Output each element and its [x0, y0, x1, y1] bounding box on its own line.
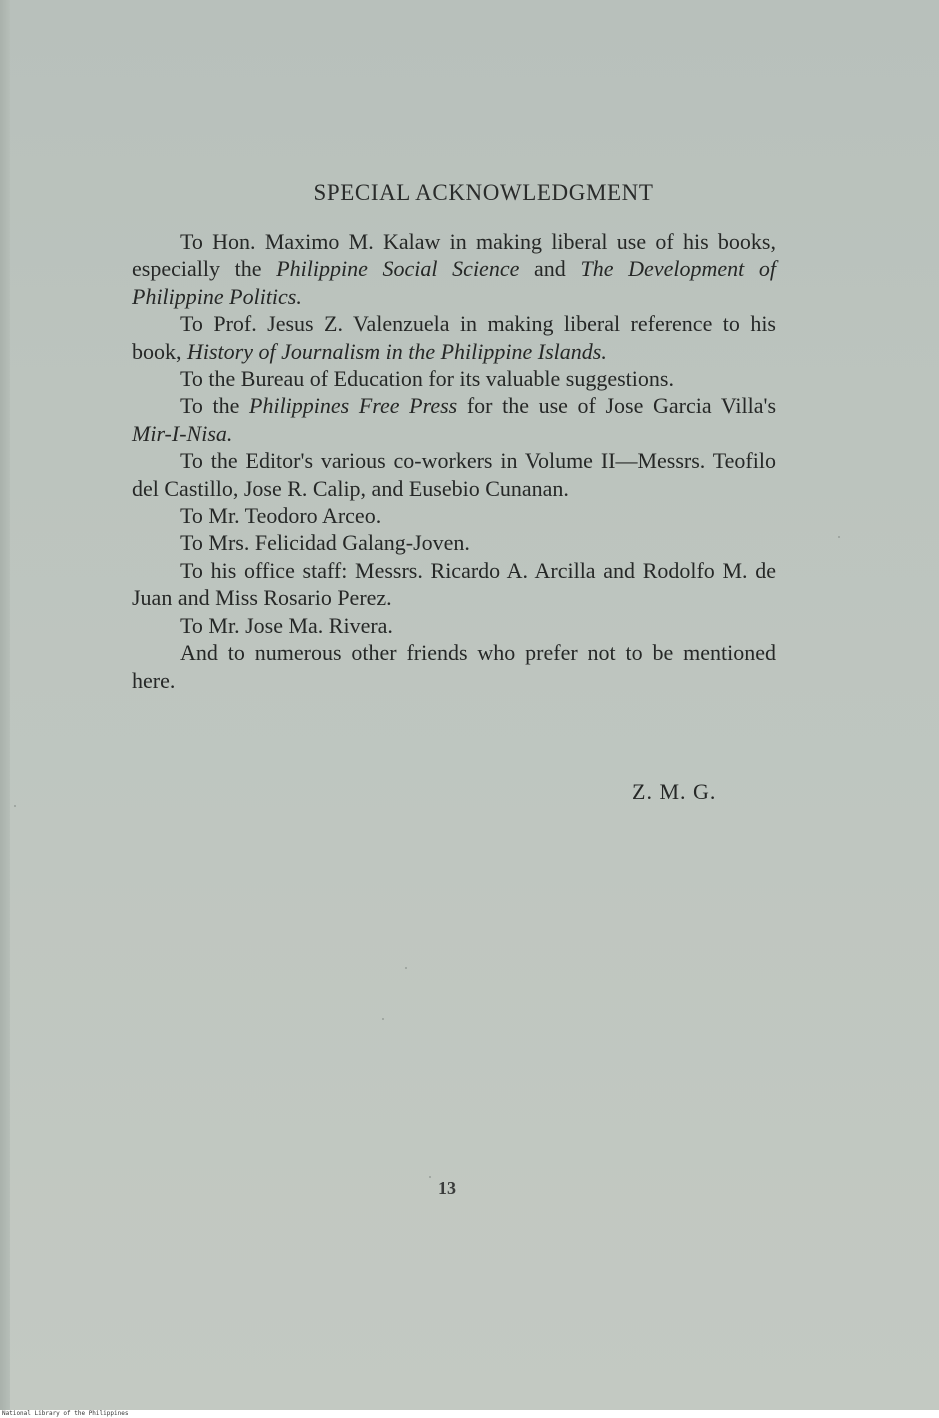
- paragraph-text: To the Bureau of Education for its valuable suggestions.: [180, 366, 674, 392]
- page-heading: SPECIAL ACKNOWLEDGMENT: [313, 180, 654, 205]
- italic-title: Philippine Social Science: [276, 256, 520, 282]
- acknowledgment-paragraph: [132, 365, 776, 392]
- acknowledgment-paragraph: [132, 447, 776, 502]
- paragraph-text: And to numerous other friends who prefer not to be mentioned here.: [132, 640, 776, 693]
- italic-title: Mir-I-Nisa.: [132, 420, 233, 446]
- acknowledgment-paragraph: [132, 529, 776, 556]
- paper-speck: [429, 1176, 431, 1178]
- paragraph-text: To Hon. Maximo M. Kalaw in making liberal use of his books, especially the: [132, 229, 776, 282]
- acknowledgment-paragraph: [132, 228, 776, 310]
- page-number: 13: [438, 1178, 456, 1198]
- paper-speck: [382, 1018, 384, 1020]
- acknowledgment-paragraph: [132, 502, 776, 529]
- paper-speck: [14, 805, 16, 807]
- italic-title: Philippines Free Press: [249, 393, 458, 419]
- italic-title: The Development of Philippine Politics.: [132, 256, 777, 309]
- paragraph-text: To Mr. Jose Ma. Rivera.: [180, 612, 393, 638]
- paragraph-text: To the Editor's various co-workers in Volume II—Messrs. Teofilo del Castillo, Jose R. Calip, and Eusebio Cunanan.: [132, 448, 776, 501]
- paper-speck: [838, 536, 840, 538]
- paragraph-text: for the use of Jose Garcia Villa's: [457, 393, 777, 419]
- acknowledgment-body: [132, 228, 776, 694]
- paper-speck: [405, 967, 407, 969]
- paragraph-text: To his office staff: Messrs. Ricardo A. Arcilla and Rodolfo M. de Juan and Miss Rosario Perez.: [132, 557, 776, 611]
- acknowledgment-paragraph: [132, 557, 776, 612]
- paragraph-text: To Prof. Jesus Z. Valenzuela in making liberal reference to his book,: [132, 311, 776, 364]
- acknowledgment-paragraph: [132, 639, 776, 694]
- signature-initials: Z. M. G.: [632, 779, 717, 804]
- footer-credit: National Library of the Philippines: [2, 1410, 129, 1417]
- page-edge: [0, 0, 10, 1410]
- paragraph-text: To Mrs. Felicidad Galang-Joven.: [180, 530, 470, 556]
- acknowledgment-paragraph: [132, 310, 776, 365]
- acknowledgment-paragraph: [132, 612, 776, 639]
- paragraph-text: To the: [180, 393, 250, 419]
- paragraph-text: To Mr. Teodoro Arceo.: [180, 503, 382, 529]
- paragraph-text: and: [519, 256, 581, 282]
- italic-title: History of Journalism in the Philippine Islands.: [187, 338, 607, 364]
- acknowledgment-paragraph: [132, 392, 776, 447]
